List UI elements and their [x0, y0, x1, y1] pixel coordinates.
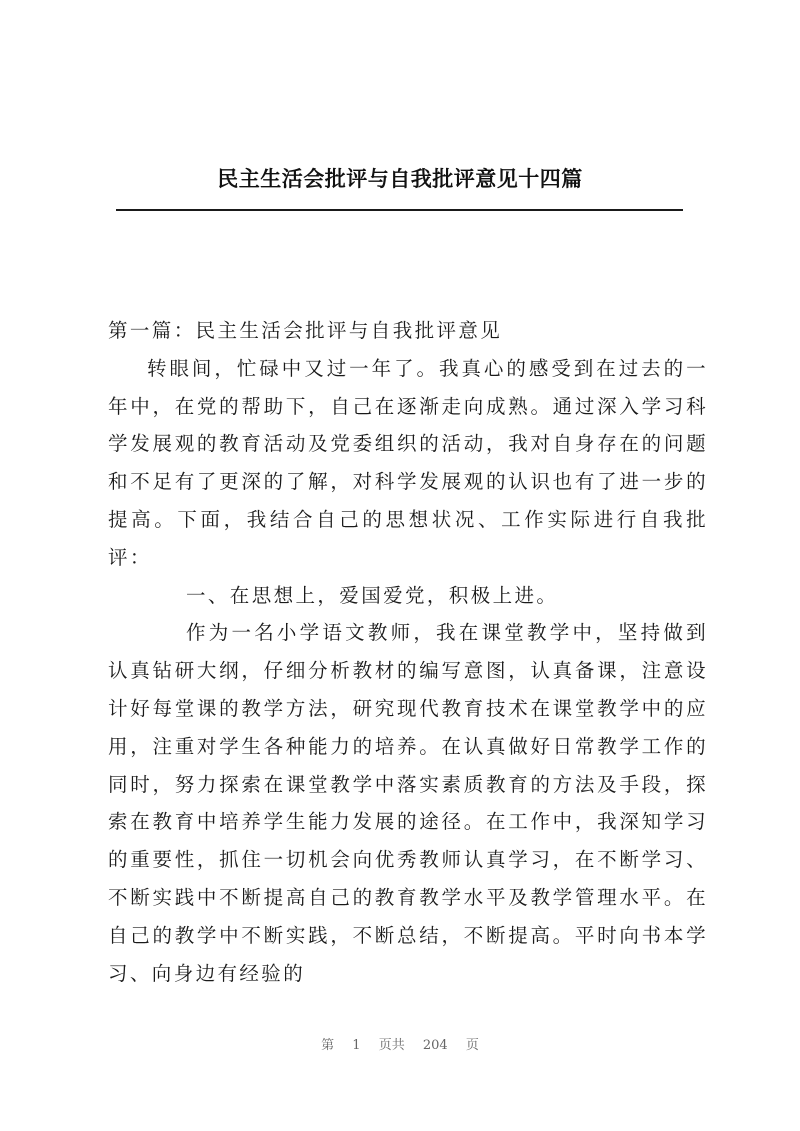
- footer-total-pages: 204: [422, 1038, 448, 1053]
- page-footer: [0, 1034, 800, 1053]
- footer-page-number: 1: [352, 1038, 361, 1053]
- title-underline: [116, 209, 683, 211]
- paragraph-intro: 转眼间，忙碌中又过一年了。我真心的感受到在过去的一年中，在党的帮助下，自己在逐渐走向成熟。通过深入学习科学发展观的教育活动及党委组织的活动，我对自身存在的问题和不足有了更深的了解，对科学发展观的认识也有了进一步的提高。下面，我结合自己的思想状况、工作实际进行自我批评：: [108, 356, 708, 569]
- paragraph-subheading: 一、在思想上，爱国爱党，积极上进。: [186, 583, 559, 607]
- document-body: [108, 312, 708, 992]
- footer-page-suffix: 页: [465, 1038, 479, 1053]
- footer-page-label: 第: [321, 1038, 335, 1053]
- document-title: 民主生活会批评与自我批评意见十四篇: [217, 167, 583, 191]
- section-heading: 第一篇：民主生活会批评与自我批评意见: [108, 319, 503, 342]
- footer-page-mid: 页共: [378, 1038, 405, 1053]
- paragraph-teaching: 作为一名小学语文教师，我在课堂教学中，坚持做到认真钻研大纲，仔细分析教材的编写意图，认真备课，注意设计好每堂课的教学方法，研究现代教育技术在课堂教学中的应用，注重对学生各种能力的培养。在认真做好日常教学工作的同时，努力探索在课堂教学中落实素质教育的方法及手段，探索在教育中培养学生能力发展的途径。在工作中，我深知学习的重要性，抓住一切机会向优秀教师认真学习，在不断学习、不断实践中不断提高自己的教育教学水平及教学管理水平。在自己的教学中不断实践，不断总结，不断提高。平时向书本学习、向身边有经验的: [108, 621, 708, 985]
